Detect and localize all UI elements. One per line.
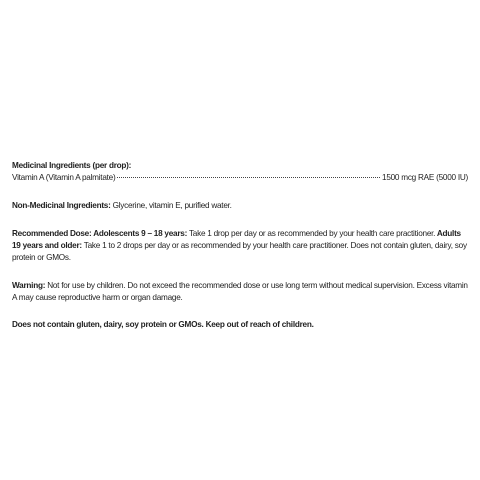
dose-group-adults-text: Take 1 to 2 drops per day or as recommended by your health care practitioner. Does not contain gluten, dairy, soy protein or GMOs. (12, 241, 467, 262)
non-medicinal-ingredients (12, 200, 468, 212)
non-medicinal-text: Glycerine, vitamin E, purified water. (110, 201, 232, 210)
footer-note (12, 319, 468, 331)
warning-label: Warning: (12, 281, 46, 290)
warning (12, 280, 468, 304)
non-medicinal-label: Non-Medicinal Ingredients: (12, 201, 111, 210)
recommended-dose (12, 228, 468, 264)
medicinal-ingredients-section (12, 160, 468, 184)
product-label-panel (12, 160, 468, 331)
dose-group-adults-label: Adults 19 years and older: (12, 229, 461, 250)
medicinal-ingredients-heading: Medicinal Ingredients (per drop): (12, 161, 132, 170)
ingredient-row-vitamin-a (12, 172, 468, 184)
ingredient-amount: 1500 mcg RAE (5000 IU) (382, 173, 468, 182)
dose-group-adolescents-text: Take 1 drop per day or as recommended by your health care practitioner. (187, 229, 436, 238)
dose-group-adolescents-label: Adolescents 9 – 18 years: (91, 229, 188, 238)
footer-note-text: Does not contain gluten, dairy, soy protein or GMOs. Keep out of reach of children. (12, 320, 314, 329)
warning-text: Not for use by children. Do not exceed the recommended dose or use long term without medical supervision. Excess vitamin A may cause reproductive harm or organ damage. (12, 281, 468, 302)
ingredient-name: Vitamin A (Vitamin A palmitate) (12, 173, 116, 182)
recommended-dose-label: Recommended Dose: (12, 229, 92, 238)
dot-leader (117, 177, 380, 178)
